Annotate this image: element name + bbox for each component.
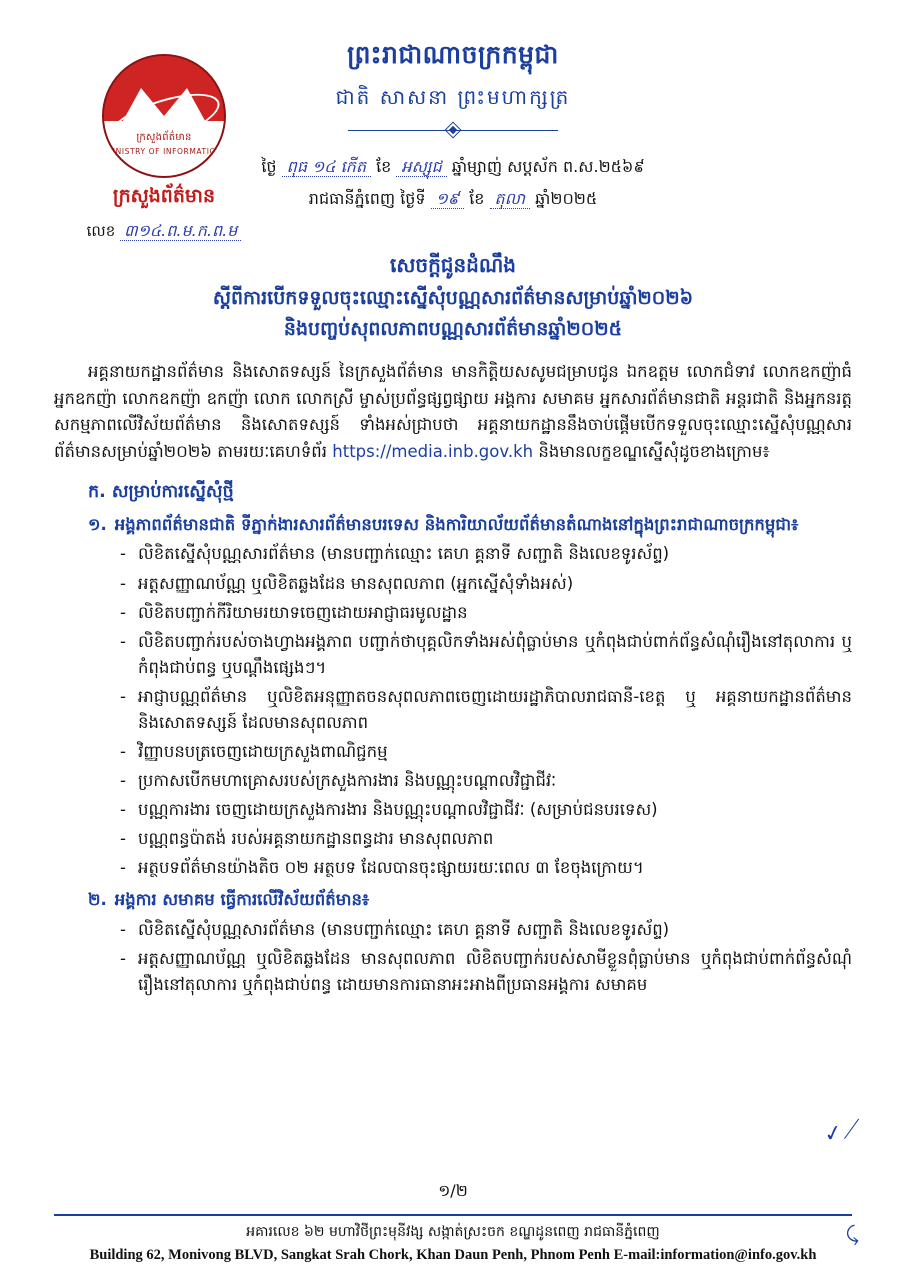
item-2-number: ២.	[88, 890, 107, 910]
section-heading-ka: ក. សម្រាប់ការស្នើសុំថ្មី	[88, 481, 234, 502]
document-footer	[54, 1214, 852, 1264]
list-item: - វិញ្ញាបនបត្រចេញដោយក្រសួងពាណិជ្ជកម្ម	[118, 739, 852, 765]
intro-text: អគ្គនាយកដ្ឋានព័ត៌មាន និងសោតទស្សន៍ នៃក្រសួងព័ត៌មាន មានកិត្តិយសសូមជម្រាបជូន ឯកឧត្តម លោកជំទាវ លោកឧកញ៉ាធំ អ្នកឧកញ៉ា លោកឧកញ៉ា ឧកញ៉ា លោក លោកស្រី ម្ចាស់ប្រព័ន្ធផ្សព្វផ្សាយ អង្គការ សមាគម អ្នកសារព័ត៌មានជាតិ អន្តរជាតិ និងអ្នកនរត្តសកម្មភាពលើវិស័យព័ត៌មាន និងសោតទស្សន៍ ទាំងអស់ជ្រាបថា អគ្គនាយកដ្ឋាននឹងចាប់ផ្តើមបើកទទួលចុះឈ្មោះស្នើសុំបណ្ណសារព័ត៌មានសម្រាប់ឆ្នាំ២០២៦ តាមរយៈគេហទំព័រ	[54, 362, 852, 462]
gregorian-date-prefix: រាជធានីភ្នំពេញ ថ្ងៃទី	[308, 189, 426, 208]
kingdom-line-2: ជាតិ សាសនា ព្រះមហាក្សត្រ	[335, 85, 571, 109]
lunar-date-mid: ខែ	[376, 157, 392, 176]
footer-address-english: Building 62, Monivong BLVD, Sangkat Srah Chork, Khan Daun Penh, Phnom Penh E-mail:information@info.gov.kh	[89, 1247, 817, 1263]
ornament-divider	[348, 124, 558, 138]
document-number-value: ៣១៤.ព.ម.ក.ព.ម	[120, 221, 241, 241]
list-item: - លិខិតស្នើសុំបណ្ណសារព័ត៌មាន (មានបញ្ជាក់ឈ្មោះ គេហ គ្គនាទី សញ្ជាតិ និងលេខទូរស័ព្ទ)	[118, 917, 852, 943]
list-item: - អត្តសញ្ញាណប័ណ្ណ ឬលិខិតឆ្លងដែន មានសុពលភាព លិខិតបញ្ជាក់របស់សាមីខ្លួនពុំធ្លាប់មាន ឬកំពុងជាប់ពាក់ព័ន្ធសំណុំរឿងនៅតុលាការ ឬកំពុងជាប់ពន្ធ ដោយមានការធានាអះអាងពីប្រធានអង្គការ សមាគម	[118, 946, 852, 998]
numbered-item-2	[88, 887, 852, 913]
item-2-bullets	[54, 917, 852, 998]
ministry-name: ក្រសួងព័ត៌មាន	[112, 185, 216, 207]
lunar-date-year: ឆ្នាំម្សាញ់ សប្តស័ក ព.ស.២៥៦៩	[451, 157, 645, 176]
lunar-date-month: អស្សុជ	[396, 157, 446, 177]
page-number: ១/២	[438, 1181, 468, 1200]
numbered-item-1	[88, 512, 852, 538]
list-item: - អាជ្ញាបណ្ណព័ត៌មាន ឬលិខិតអនុញ្ញាតចនសុពលភាពចេញដោយរដ្ឋាភិបាលរាជធានី-ខេត្ត ឬ អគ្គនាយកដ្ឋានព័ត៌មាន និងសោតទស្សន៍ ដែលមានសុពលភាព	[118, 684, 852, 736]
title-line-3: និងបញ្ចប់សុពលភាពបណ្ណសារព័ត៌មានឆ្នាំ២០២៥	[283, 318, 623, 340]
gregorian-date-month: តុលា	[490, 189, 530, 209]
emblem-english-label: MINISTRY OF INFORMATION	[105, 147, 223, 157]
title-line-2: ស្តីពីការបើកទទួលចុះឈ្មោះស្នើសុំបណ្ណសារព័ត៌មានសម្រាប់ឆ្នាំ២០២៦	[212, 287, 694, 309]
list-item: - លិខិតស្នើសុំបណ្ណសារព័ត៌មាន (មានបញ្ជាក់ឈ្មោះ គេហ គ្គនាទី សញ្ជាតិ និងលេខទូរស័ព្ទ)	[118, 541, 852, 567]
list-item: - អត្តសញ្ញាណប័ណ្ណ ឬលិខិតឆ្លងដែន មានសុពលភាព (អ្នកស្នើសុំទាំងអស់)	[118, 571, 852, 597]
item-1-number: ១.	[88, 514, 107, 534]
handwritten-signature: ✓⟋	[821, 1116, 861, 1149]
kingdom-line-1: ព្រះរាជាណាចក្រកម្ពុជា	[347, 40, 559, 69]
gregorian-date-mid: ខែ	[469, 189, 485, 208]
list-item: - បណ្ណការងារ ចេញដោយក្រសួងការងារ និងបណ្ណុះបណ្តាលវិជ្ជាជីវៈ (សម្រាប់ជនបរទេស)	[118, 797, 852, 823]
gregorian-date-year: ឆ្នាំ២០២៥	[535, 189, 598, 208]
document-number	[64, 220, 264, 244]
list-item: - អត្ថបទព័ត៌មានយ៉ាងតិច ០២ អត្ថបទ ដែលបានចុះផ្សាយរយៈពេល ៣ ខែចុងក្រោយ។	[118, 855, 852, 881]
footer-divider	[54, 1214, 852, 1216]
gregorian-date-day: ១៩	[431, 189, 464, 209]
document-number-label: លេខ	[86, 222, 116, 240]
item-1-bullets	[54, 541, 852, 881]
emblem-khmer-label: ក្រសួងព័ត៌មាន	[136, 132, 192, 144]
lunar-date-prefix: ថ្ងៃ	[261, 157, 277, 176]
list-item: - បណ្ណពន្ធប៉ាតង់ របស់អគ្គនាយកដ្ឋានពន្ធដារ មានសុពលភាព	[118, 826, 852, 852]
lunar-date-day: ពុធ ១៤ កើត	[282, 157, 371, 177]
list-item: - លិខិតបញ្ជាក់របស់ចាងហ្វាងអង្គភាព បញ្ជាក់ថាបុគ្គលិកទាំងអស់ពុំធ្លាប់មាន ឬកំពុងជាប់ពាក់ព័ន្ធសំណុំរឿងនៅតុលាការ ឬកំពុងជាប់ពន្ធ ឬបណ្តឹងផ្សេងៗ។	[118, 629, 852, 681]
document-title	[54, 252, 852, 345]
media-portal-link[interactable]: https://media.inb.gov.kh	[332, 442, 534, 462]
footer-address-khmer: អគារលេខ ៦២ មហាវិថីព្រះមុនីវង្ស សង្កាត់ស្រះចក ខណ្ឌដូនពេញ រាជធានីភ្នំពេញ	[246, 1224, 660, 1240]
ministry-emblem-icon	[102, 54, 226, 178]
ministry-logo-block	[64, 54, 264, 244]
intro-paragraph	[54, 359, 852, 466]
list-item: - លិខិតបញ្ជាក់កីរិយាមរយាទចេញដោយអាជ្ញាធរមូលដ្ឋាន	[118, 600, 852, 626]
title-line-1: សេចក្តីជូនដំណឹង	[390, 253, 516, 277]
item-2-heading: អង្គការ សមាគម ធ្វើការលើវិស័យព័ត៌មាន៖	[114, 890, 370, 910]
item-1-heading: អង្គភាពព័ត៌មានជាតិ ទីភ្នាក់ងារសារព័ត៌មានបរទេស និងការិយាល័យព័ត៌មានតំណាងនៅក្នុងព្រះរាជាណាចក្រកម្ពុជា៖	[114, 514, 799, 534]
intro-text-tail: និងមានលក្ខខណ្ឌស្នើសុំដូចខាងក្រោម៖	[538, 442, 770, 462]
handwritten-mark: ⤹	[844, 1221, 860, 1247]
list-item: - ប្រកាសបើកមហាគ្រោសរបស់ក្រសួងការងារ និងបណ្ណុះបណ្តាលវិជ្ជាជីវៈ	[118, 768, 852, 794]
document-header	[54, 26, 852, 246]
